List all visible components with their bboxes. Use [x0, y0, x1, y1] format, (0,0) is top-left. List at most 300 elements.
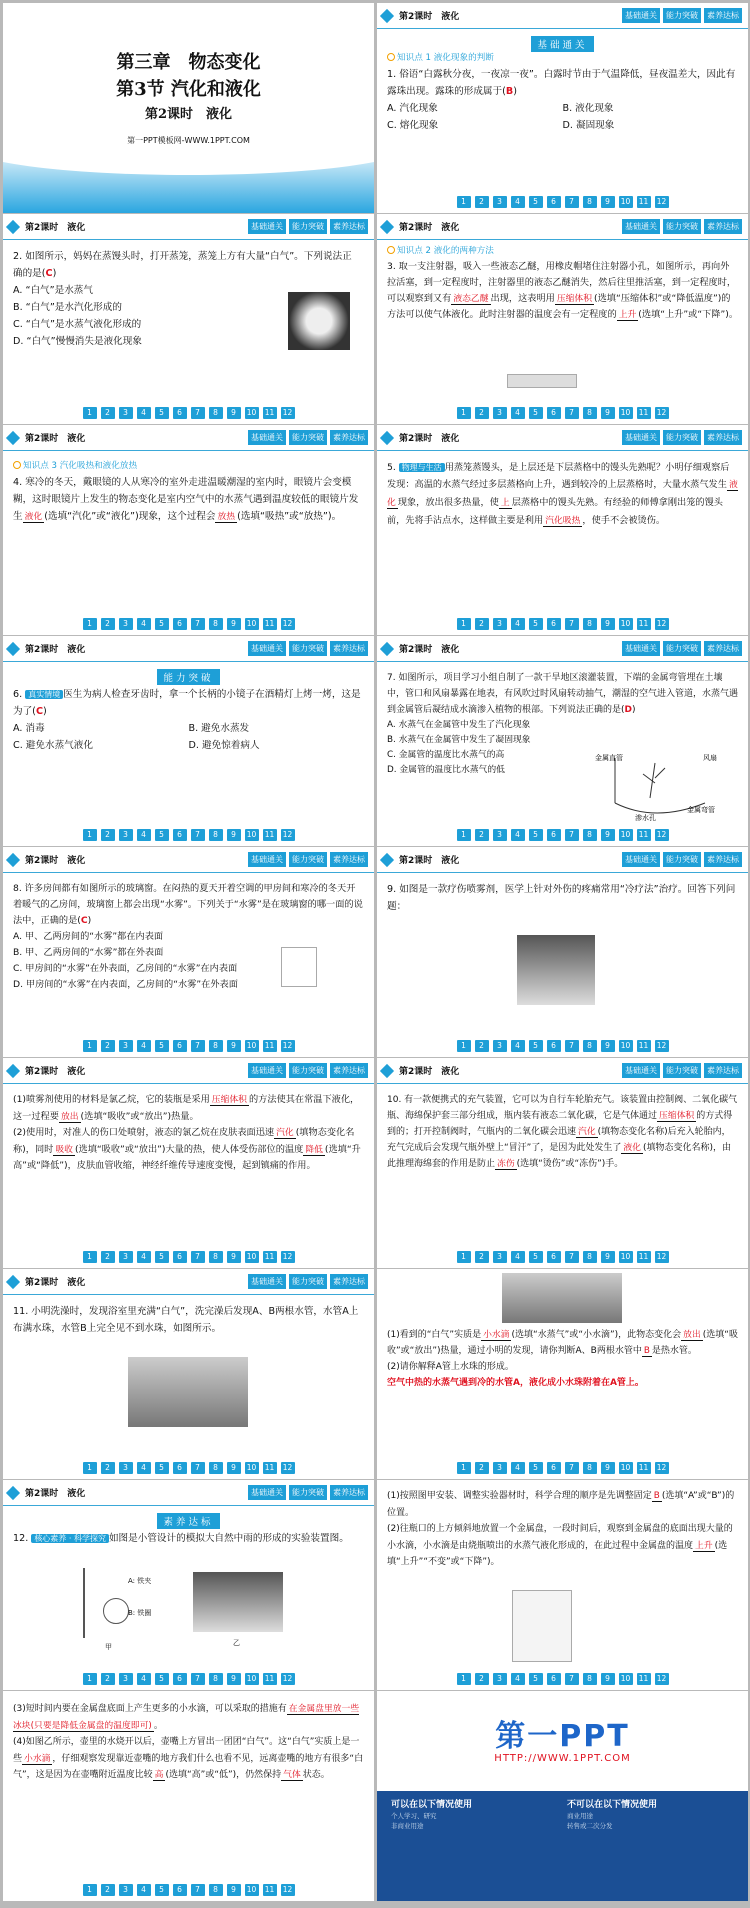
page-6[interactable]: 6 [547, 1673, 561, 1685]
tab-basic[interactable]: 基础通关 [622, 219, 660, 234]
page-1[interactable]: 1 [83, 1251, 97, 1263]
slide-q12-answers-2: (3)短时间内要在金属盘底面上产生更多的小水滴，可以采取的措施有 在金属盘里放一些冰块(只要是降低金属盘的温度即可) 。 (4)如图乙所示，壶里的水烧开以后，壶嘴上方冒出一团团“白气”。这“白气”实质上是一些 小水滴 ，仔细观察发现靠近壶嘴的地方我们什么也看不见，远离壶嘴的地方有很多“白气”，这是因为在壶嘴附近温度比较 高 (选填“高”或“低”)，仍然保持 气体 状态。 1 2 3 4 5 6 7 8 9 10 11 12 [3, 1691, 374, 1901]
slide-q3: 第2课时 液化 基础通关 能力突破 素养达标 知识点 2 液化的两种方法 3. 取一支注射器，吸入一些液态乙醚，用橡皮帽堵住注射器小孔，如图所示，再向外拉活塞，到一定程度时，注射器里的液态乙醚消失，然后往里推活塞，到一定程度时，可以观察到又有 液态乙醚 出现，这表明用 压缩体积 (选填“压缩体积”或“降低温度”)的方法可以使气体液化。此时注射器的温度会有一定程度的 上升 (选填“上升”或“下降”)。 1 2 3 4 5 6 7 8 9 10 11 12 [377, 214, 748, 424]
page-6[interactable]: 6 [173, 829, 187, 841]
page-9[interactable]: 9 [601, 407, 615, 419]
tab-literacy[interactable]: 素养达标 [330, 1063, 368, 1078]
page-5[interactable]: 5 [155, 1040, 169, 1052]
diamond-icon [380, 220, 394, 234]
page-2[interactable]: 2 [101, 1251, 115, 1263]
page-8[interactable]: 8 [209, 1040, 223, 1052]
answer-blank: 上升 [618, 310, 637, 320]
page-11[interactable]: 11 [637, 407, 651, 419]
page-11[interactable]: 11 [637, 618, 651, 630]
page-6[interactable]: 6 [173, 1884, 187, 1896]
page-4[interactable]: 4 [137, 618, 151, 630]
page-12[interactable]: 12 [281, 407, 295, 419]
page-9[interactable]: 9 [601, 829, 615, 841]
answer-blank: 吸收 [55, 1144, 73, 1155]
page-4[interactable]: 4 [511, 1673, 525, 1685]
apparatus-figure [512, 1590, 572, 1662]
page-1[interactable]: 1 [457, 618, 471, 630]
page-11[interactable]: 11 [637, 1462, 651, 1474]
page-7[interactable]: 7 [565, 829, 579, 841]
page-10[interactable]: 10 [619, 1462, 633, 1474]
tab-ability[interactable]: 能力突破 [663, 430, 701, 445]
page-5[interactable]: 5 [155, 1462, 169, 1474]
page-5[interactable]: 5 [155, 1884, 169, 1896]
page-3[interactable]: 3 [493, 1673, 507, 1685]
page-7[interactable]: 7 [191, 1251, 205, 1263]
irrigation-figure [595, 748, 735, 823]
lesson-label: 第2课时 液化 [25, 645, 86, 655]
page-9[interactable]: 9 [227, 1251, 241, 1263]
page-5[interactable]: 5 [529, 618, 543, 630]
page-1[interactable]: 1 [457, 829, 471, 841]
fig-label-hole: 渗水孔 [635, 814, 656, 822]
answer-blank: 压缩体积 [659, 1111, 695, 1121]
lesson-label: 第2课时 液化 [399, 856, 460, 866]
page-7[interactable]: 7 [565, 1040, 579, 1052]
page-1[interactable]: 1 [83, 829, 97, 841]
lesson-label: 第2课时 液化 [399, 223, 460, 233]
page-9[interactable]: 9 [601, 1251, 615, 1263]
page-7[interactable]: 7 [191, 1040, 205, 1052]
lesson-label: 第2课时 液化 [25, 1489, 86, 1499]
page-8[interactable]: 8 [583, 1673, 597, 1685]
page-7[interactable]: 7 [191, 618, 205, 630]
page-1[interactable]: 1 [457, 1462, 471, 1474]
page-2[interactable]: 2 [475, 1462, 489, 1474]
page-8[interactable]: 8 [583, 407, 597, 419]
tab-literacy[interactable]: 素养达标 [330, 219, 368, 234]
tab-basic[interactable]: 基础通关 [248, 852, 286, 867]
lesson-label: 第2课时 液化 [25, 856, 86, 866]
answer-blank: 放出 [60, 1111, 79, 1122]
page-7[interactable]: 7 [191, 1673, 205, 1685]
page-7[interactable]: 7 [191, 1884, 205, 1896]
tag-badge: 物理与生活 [399, 463, 445, 472]
cover-slide [3, 3, 374, 213]
cannot-use-heading: 不可以在以下情况使用 [567, 1800, 658, 1810]
page-8[interactable]: 8 [583, 1040, 597, 1052]
page-6[interactable]: 6 [547, 618, 561, 630]
answer-blank: 放热 [217, 512, 236, 522]
page-2[interactable]: 2 [475, 407, 489, 419]
tab-ability[interactable]: 能力突破 [289, 430, 327, 445]
page-1[interactable]: 1 [83, 1673, 97, 1685]
tab-ability[interactable]: 能力突破 [289, 852, 327, 867]
page-10[interactable]: 10 [245, 1040, 259, 1052]
page-3[interactable]: 3 [119, 1884, 133, 1896]
tab-literacy[interactable]: 素养达标 [330, 430, 368, 445]
page-2[interactable]: 2 [475, 1673, 489, 1685]
page-7[interactable]: 7 [565, 196, 579, 208]
page-1[interactable]: 1 [457, 196, 471, 208]
page-6[interactable]: 6 [173, 1462, 187, 1474]
page-4[interactable]: 4 [511, 1251, 525, 1263]
diamond-icon [6, 220, 20, 234]
page-11[interactable]: 11 [263, 1884, 277, 1896]
page-6[interactable]: 6 [547, 407, 561, 419]
page-1[interactable]: 1 [83, 1040, 97, 1052]
page-12[interactable]: 12 [281, 1040, 295, 1052]
page-11[interactable]: 11 [263, 618, 277, 630]
tab-ability[interactable]: 能力突破 [289, 219, 327, 234]
page-10[interactable]: 10 [245, 829, 259, 841]
tab-ability[interactable]: 能力突破 [289, 1063, 327, 1078]
page-8[interactable]: 8 [209, 1673, 223, 1685]
tab-literacy[interactable]: 素养达标 [704, 852, 742, 867]
page-11[interactable]: 11 [263, 1673, 277, 1685]
lesson-label: 第2课时 液化 [25, 434, 86, 444]
answer: C [45, 268, 53, 279]
tab-basic[interactable]: 基础通关 [622, 641, 660, 656]
tab-basic[interactable]: 基础通关 [622, 1063, 660, 1078]
tab-literacy[interactable]: 素养达标 [330, 852, 368, 867]
syringe-figure [507, 374, 577, 388]
page-12[interactable]: 12 [281, 1462, 295, 1474]
page-11[interactable]: 11 [263, 829, 277, 841]
page-2[interactable]: 2 [101, 618, 115, 630]
tab-ability[interactable]: 能力突破 [663, 1063, 701, 1078]
page-11[interactable]: 11 [637, 1673, 651, 1685]
page-12[interactable]: 12 [281, 618, 295, 630]
window-figure [281, 947, 317, 987]
answer-blank: B [643, 1346, 650, 1356]
tab-basic[interactable]: 基础通关 [248, 641, 286, 656]
page-7[interactable]: 7 [191, 407, 205, 419]
tab-basic[interactable]: 基础通关 [248, 1485, 286, 1500]
page-4[interactable]: 4 [137, 407, 151, 419]
page-5[interactable]: 5 [155, 618, 169, 630]
page-3[interactable]: 3 [119, 829, 133, 841]
page-12[interactable]: 12 [655, 407, 669, 419]
lesson-label: 第2课时 液化 [25, 1278, 86, 1288]
page-11[interactable]: 11 [637, 829, 651, 841]
tab-ability[interactable]: 能力突破 [289, 1274, 327, 1289]
tab-basic[interactable]: 基础通关 [248, 1063, 286, 1078]
page-5[interactable]: 5 [529, 1462, 543, 1474]
page-6[interactable]: 6 [173, 1673, 187, 1685]
slide-q1: 第2课时 液化 基础通关 能力突破 素养达标 基础通关 知识点 1 液化现象的判断 1. 俗语“白露秋分夜，一夜凉一夜”。白露时节由于气温降低，昼夜温差大，因此有露珠出现。露珠的形成属于(B) A. 汽化现象 B. 液化现象 C. 熔化现象 D. 凝固现象 1 2 3 4 5 6 7 8 9 10 11 12 [377, 3, 748, 213]
page-7[interactable]: 7 [191, 1462, 205, 1474]
tab-ability[interactable]: 能力突破 [663, 219, 701, 234]
tab-literacy[interactable]: 素养达标 [704, 1063, 742, 1078]
page-11[interactable]: 11 [263, 407, 277, 419]
page-11[interactable]: 11 [263, 1251, 277, 1263]
page-2[interactable]: 2 [101, 1040, 115, 1052]
page-2[interactable]: 2 [475, 1251, 489, 1263]
lesson-label: 第2课时 液化 [25, 1067, 86, 1077]
slide-q6: 第2课时 液化 基础通关 能力突破 素养达标 能力突破 6. 真实情境 医生为病人检查牙齿时，拿一个长柄的小镜子在酒精灯上烤一烤，这是为了(C) A. 消毒 B. 避免水蒸发 C. 避免水蒸气液化 D. 避免惊着病人 1 2 3 4 5 6 7 8 9 10 11 12 [3, 636, 374, 846]
page-11[interactable]: 11 [263, 1462, 277, 1474]
tag-badge: 真实情境 [25, 690, 63, 699]
page-8[interactable]: 8 [209, 407, 223, 419]
diamond-icon [380, 431, 394, 445]
diamond-icon [380, 853, 394, 867]
page-5[interactable]: 5 [155, 1673, 169, 1685]
pipes-photo [502, 1273, 622, 1323]
slide-q2: 第2课时 液化 基础通关 能力突破 素养达标 2. 如图所示，妈妈在蒸馒头时，打开蒸笼，蒸笼上方有大量“白气”。下列说法正确的是(C) A. “白气”是水蒸气 B. “白气”是水汽化形成的 C. “白气”是水蒸气液化形成的 D. “白气”慢慢消失是液化现象 1 2 3 4 5 6 7 8 9 10 11 12 [3, 214, 374, 424]
page-8[interactable]: 8 [583, 1462, 597, 1474]
answer-blank: 液化 [24, 512, 43, 522]
tab-basic[interactable]: 基础通关 [622, 430, 660, 445]
page-12[interactable]: 12 [655, 1251, 669, 1263]
page-6[interactable]: 6 [173, 407, 187, 419]
page-12[interactable]: 12 [655, 829, 669, 841]
page-10[interactable]: 10 [619, 829, 633, 841]
tab-literacy[interactable]: 素养达标 [330, 1485, 368, 1500]
page-2[interactable]: 2 [475, 196, 489, 208]
page-10[interactable]: 10 [619, 1673, 633, 1685]
tab-ability[interactable]: 能力突破 [663, 8, 701, 23]
page-4[interactable]: 4 [137, 1040, 151, 1052]
tab-literacy[interactable]: 素养达标 [704, 219, 742, 234]
answer-text: 空气中热的水蒸气遇到冷的水管A，液化成小水珠附着在A管上。 [387, 1378, 644, 1388]
page-12[interactable]: 12 [281, 1673, 295, 1685]
page-12[interactable]: 12 [655, 196, 669, 208]
lesson-label: 第2课时 液化 [399, 1067, 460, 1077]
page-7[interactable]: 7 [565, 407, 579, 419]
page-1[interactable]: 1 [83, 1884, 97, 1896]
page-9[interactable]: 9 [601, 1673, 615, 1685]
page-2[interactable]: 2 [101, 407, 115, 419]
page-12[interactable]: 12 [655, 1040, 669, 1052]
page-1[interactable]: 1 [457, 1251, 471, 1263]
page-12[interactable]: 12 [281, 1251, 295, 1263]
slide-q7: 第2课时 液化 基础通关 能力突破 素养达标 7. 如图所示，项目学习小组自制了一款干旱地区滚灌装置，下端的金属弯管埋在土壤中，管口和风扇暴露在地表，有风吹过时风扇转动抽气，潮湿的空气进入管道，水蒸气遇到金属管后凝结成水滴渗入植物的根部。下列说法正确的是(D) A. 水蒸气在金属管中发生了汽化现象 B. 水蒸气在金属管中发生了凝固现象 C. 金属管的温度比水蒸气的高 D. 金属管的温度比水蒸气的低 金属直管 风扇 渗水孔 金属弯管 1 2 3 4 5 6 7 8 9 10 11 12 [377, 636, 748, 846]
page-11[interactable]: 11 [637, 196, 651, 208]
answer-blank: 汽化 [578, 1127, 596, 1137]
page-3[interactable]: 3 [493, 1462, 507, 1474]
page-9[interactable]: 9 [227, 829, 241, 841]
page-4[interactable]: 4 [137, 1251, 151, 1263]
slide-q12: 第2课时 液化 基础通关 能力突破 素养达标 素养达标 12. 核心素养 · 科学探究 如图是小管设计的模拟大自然中雨的形成的实验装置图。 A: 铁夹 B: 铁圈 甲 乙 1 2 3 4 5 6 7 8 9 10 11 12 [3, 1480, 374, 1690]
page-3[interactable]: 3 [119, 618, 133, 630]
section-title: 第3节 汽化和液化 [116, 79, 261, 100]
page-5[interactable]: 5 [529, 407, 543, 419]
page-1[interactable]: 1 [83, 1462, 97, 1474]
slide-q9-answers: 第2课时 液化 基础通关 能力突破 素养达标 (1)喷雾剂使用的材料是氯乙烷，它的装瓶是采用 压缩体积 的方法使其在常温下液化，这一过程要 放出 (选填“吸收”或“放出”)热量。 (2)使用时，对准人的伤口处喷射，液态的氯乙烷在皮肤表面迅速 汽化 (填物态变化名称)，同时 吸收 (选填“吸收”或“放出”)大量的热，使人体受伤部位的温度 降低 (选填“升高”或“降低”)，皮肤血管收缩，神经纤维传导速度变慢，起到镇痛的作用。 1 2 3 4 5 6 7 8 9 10 11 12 [3, 1058, 374, 1268]
page-7[interactable]: 7 [191, 829, 205, 841]
page-2[interactable]: 2 [101, 1884, 115, 1896]
page-4[interactable]: 4 [511, 1040, 525, 1052]
page-10[interactable]: 10 [619, 1040, 633, 1052]
page-3[interactable]: 3 [493, 829, 507, 841]
page-12[interactable]: 12 [655, 618, 669, 630]
page-4[interactable]: 4 [137, 1462, 151, 1474]
page-3[interactable]: 3 [119, 1251, 133, 1263]
tab-basic[interactable]: 基础通关 [248, 219, 286, 234]
page-8[interactable]: 8 [583, 196, 597, 208]
lesson-label: 第2课时 液化 [399, 645, 460, 655]
page-5[interactable]: 5 [155, 407, 169, 419]
tab-literacy[interactable]: 素养达标 [704, 430, 742, 445]
page-4[interactable]: 4 [137, 829, 151, 841]
page-9[interactable]: 9 [601, 1462, 615, 1474]
tab-ability[interactable]: 能力突破 [663, 641, 701, 656]
apparatus-figure-a: A: 铁夹 B: 铁圈 甲 [73, 1568, 163, 1653]
page-5[interactable]: 5 [529, 1040, 543, 1052]
spray-photo [517, 935, 595, 1005]
page-8[interactable]: 8 [583, 618, 597, 630]
page-6[interactable]: 6 [173, 618, 187, 630]
page-8[interactable]: 8 [209, 829, 223, 841]
page-10[interactable]: 10 [619, 1251, 633, 1263]
page-2[interactable]: 2 [475, 618, 489, 630]
page-9[interactable]: 9 [227, 1673, 241, 1685]
page-7[interactable]: 7 [565, 1462, 579, 1474]
slide-q11: 第2课时 液化 基础通关 能力突破 素养达标 11. 小明洗澡时，发现浴室里充满“白气”，洗完澡后发现A、B两根水管，水管A上布满水珠，水管B上完全见不到水珠，如图所示。 1 2 3 4 5 6 7 8 9 10 11 12 [3, 1269, 374, 1479]
page-7[interactable]: 7 [565, 618, 579, 630]
answer-blank: 汽化 [276, 1128, 294, 1138]
page-5[interactable]: 5 [155, 829, 169, 841]
page-3[interactable]: 3 [119, 1040, 133, 1052]
page-9[interactable]: 9 [601, 618, 615, 630]
page-4[interactable]: 4 [511, 618, 525, 630]
answer-blank: 压缩体积 [211, 1095, 247, 1105]
knowledge-point: 知识点 3 汽化吸热和液化放热 [23, 461, 138, 471]
page-9[interactable]: 9 [227, 1884, 241, 1896]
page-4[interactable]: 4 [137, 1884, 151, 1896]
page-7[interactable]: 7 [565, 1673, 579, 1685]
page-1[interactable]: 1 [83, 407, 97, 419]
page-3[interactable]: 3 [493, 1040, 507, 1052]
page-8[interactable]: 8 [209, 1462, 223, 1474]
page-10[interactable]: 10 [619, 196, 633, 208]
page-9[interactable]: 9 [227, 618, 241, 630]
page-6[interactable]: 6 [547, 196, 561, 208]
page-8[interactable]: 8 [209, 618, 223, 630]
page-5[interactable]: 5 [155, 1251, 169, 1263]
page-10[interactable]: 10 [245, 1673, 259, 1685]
page-5[interactable]: 5 [529, 1251, 543, 1263]
page-11[interactable]: 11 [637, 1251, 651, 1263]
page-10[interactable]: 10 [619, 618, 633, 630]
page-4[interactable]: 4 [511, 1462, 525, 1474]
section-banner: 素养达标 [3, 1510, 374, 1529]
page-3[interactable]: 3 [119, 407, 133, 419]
diamond-icon [6, 1064, 20, 1078]
chapter-title: 第三章 物态变化 [116, 52, 261, 73]
answer: C [35, 706, 43, 717]
page-6[interactable]: 6 [173, 1251, 187, 1263]
page-2[interactable]: 2 [101, 829, 115, 841]
ad-slide [377, 1691, 748, 1901]
page-8[interactable]: 8 [209, 1884, 223, 1896]
page-10[interactable]: 10 [245, 1251, 259, 1263]
page-3[interactable]: 3 [493, 618, 507, 630]
answer-blank: 液化 [387, 480, 738, 508]
page-10[interactable]: 10 [245, 1884, 259, 1896]
page-8[interactable]: 8 [583, 829, 597, 841]
page-3[interactable]: 3 [493, 1251, 507, 1263]
page-4[interactable]: 4 [511, 407, 525, 419]
tab-literacy[interactable]: 素养达标 [330, 641, 368, 656]
tab-basic[interactable]: 基础通关 [622, 8, 660, 23]
tab-ability[interactable]: 能力突破 [289, 641, 327, 656]
page-4[interactable]: 4 [137, 1673, 151, 1685]
tab-basic[interactable]: 基础通关 [248, 1274, 286, 1289]
slide-q11-answers: (1)看到的“白气”实质是 小水滴 (选填“水蒸气”或“小水滴”)，此物态变化会 放出 (选填“吸收”或“放出”)热量，通过小明的发现，请你判断A、B两根水管中 B 是热水管。 (2)请你解释A管上水珠的形成。 空气中热的水蒸气遇到冷的水管A，液化成小水珠附着在A管上。 1 2 3 4 5 6 7 8 9 10 11 12 [377, 1269, 748, 1479]
page-10[interactable]: 10 [619, 407, 633, 419]
page-3[interactable]: 3 [493, 196, 507, 208]
answer-blank: 上升 [695, 1540, 713, 1551]
page-10[interactable]: 10 [245, 407, 259, 419]
tab-literacy[interactable]: 素养达标 [330, 1274, 368, 1289]
page-1[interactable]: 1 [457, 1673, 471, 1685]
page-9[interactable]: 9 [227, 1040, 241, 1052]
page-9[interactable]: 9 [601, 1040, 615, 1052]
page-9[interactable]: 9 [227, 407, 241, 419]
page-3[interactable]: 3 [493, 407, 507, 419]
section-banner: 能力突破 [3, 666, 374, 685]
page-1[interactable]: 1 [83, 618, 97, 630]
tab-literacy[interactable]: 素养达标 [704, 8, 742, 23]
page-5[interactable]: 5 [529, 196, 543, 208]
lesson-label: 第2课时 液化 [25, 223, 86, 233]
cannot-use-list: 商业用途 转售或二次分发 [567, 1812, 613, 1830]
page-4[interactable]: 4 [511, 196, 525, 208]
page-3[interactable]: 3 [119, 1462, 133, 1474]
page-10[interactable]: 10 [245, 1462, 259, 1474]
answer-blank: 放出 [683, 1330, 701, 1340]
brand-url[interactable]: HTTP://WWW.1PPT.COM [494, 1753, 631, 1764]
page-6[interactable]: 6 [173, 1040, 187, 1052]
lesson-label: 第2课时 液化 [399, 12, 460, 22]
page-1[interactable]: 1 [457, 1040, 471, 1052]
page-6[interactable]: 6 [547, 1040, 561, 1052]
page-12[interactable]: 12 [655, 1462, 669, 1474]
page-6[interactable]: 6 [547, 1251, 561, 1263]
page-12[interactable]: 12 [281, 1884, 295, 1896]
page-1[interactable]: 1 [457, 407, 471, 419]
tab-literacy[interactable]: 素养达标 [704, 641, 742, 656]
tab-ability[interactable]: 能力突破 [663, 852, 701, 867]
page-6[interactable]: 6 [547, 829, 561, 841]
page-12[interactable]: 12 [281, 829, 295, 841]
page-5[interactable]: 5 [529, 1673, 543, 1685]
answer-blank: 在金属盘里放一些冰块(只要是降低金属盘的温度即可) [13, 1704, 360, 1731]
page-2[interactable]: 2 [475, 1040, 489, 1052]
page-11[interactable]: 11 [263, 1040, 277, 1052]
tab-basic[interactable]: 基础通关 [622, 852, 660, 867]
page-8[interactable]: 8 [583, 1251, 597, 1263]
page-5[interactable]: 5 [529, 829, 543, 841]
diamond-icon [380, 1064, 394, 1078]
page-4[interactable]: 4 [511, 829, 525, 841]
page-9[interactable]: 9 [601, 196, 615, 208]
tag-badge: 核心素养 · 科学探究 [31, 1534, 109, 1543]
bulb-icon [387, 53, 395, 61]
knowledge-point: 知识点 1 液化现象的判断 [397, 53, 494, 63]
page-2[interactable]: 2 [101, 1673, 115, 1685]
page-2[interactable]: 2 [475, 829, 489, 841]
page-2[interactable]: 2 [101, 1462, 115, 1474]
page-8[interactable]: 8 [209, 1251, 223, 1263]
page-10[interactable]: 10 [245, 618, 259, 630]
tab-ability[interactable]: 能力突破 [289, 1485, 327, 1500]
page-3[interactable]: 3 [119, 1673, 133, 1685]
page-7[interactable]: 7 [565, 1251, 579, 1263]
answer-blank: 压缩体积 [556, 294, 593, 304]
page-12[interactable]: 12 [655, 1673, 669, 1685]
page-6[interactable]: 6 [547, 1462, 561, 1474]
tab-basic[interactable]: 基础通关 [248, 430, 286, 445]
page-11[interactable]: 11 [637, 1040, 651, 1052]
page-9[interactable]: 9 [227, 1462, 241, 1474]
